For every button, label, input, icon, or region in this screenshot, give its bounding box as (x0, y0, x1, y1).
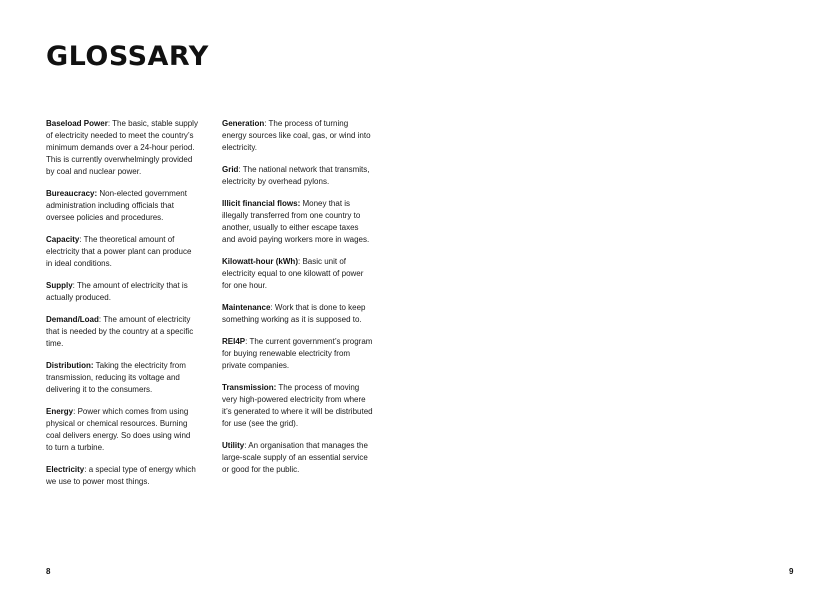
glossary-term: Generation (222, 119, 265, 128)
glossary-entry-bureaucracy (46, 188, 198, 224)
glossary-term: Electricity (46, 465, 85, 474)
glossary-separator: : (73, 407, 76, 416)
glossary-separator: : (264, 119, 267, 128)
glossary-term: Capacity (46, 235, 80, 244)
glossary-entry-utility (222, 440, 374, 476)
glossary-definition: Taking the electricity from transmission, reducing its voltage and delivering it to the consumers. (46, 361, 186, 394)
glossary-term: Supply (46, 281, 73, 290)
glossary-definition: The national network that transmits, electricity by overhead pylons. (222, 165, 370, 186)
glossary-separator: : (72, 281, 75, 290)
glossary-term: Grid (222, 165, 239, 174)
glossary-entry-transmission (222, 382, 374, 430)
glossary-entry-illicit-financial-flows (222, 198, 374, 246)
glossary-definition: Money that is illegally transferred from one country to another, usually to either escape taxes and avoid paying workers more in wages. (222, 199, 370, 244)
glossary-term: Maintenance (222, 303, 271, 312)
glossary-term: Demand/Load (46, 315, 99, 324)
glossary-definition: The process of turning energy sources like coal, gas, or wind into electricity. (222, 119, 371, 152)
glossary-entry-capacity (46, 234, 198, 270)
glossary-separator: : (84, 465, 87, 474)
glossary-entry-energy (46, 406, 198, 454)
glossary-definition: The theoretical amount of electricity that a power plant can produce in ideal conditions. (46, 235, 192, 268)
glossary-term: Illicit financial flows: (222, 199, 301, 208)
glossary-definition: Basic unit of electricity equal to one kilowatt of power for one hour. (222, 257, 364, 290)
glossary-definition: The amount of electricity that is needed by the country at a specific time. (46, 315, 194, 348)
glossary-separator: : (98, 315, 102, 324)
glossary-separator: : (297, 257, 301, 266)
glossary-term: REI4P (222, 337, 246, 346)
glossary-entry-supply (46, 280, 198, 304)
glossary-definition: The basic, stable supply of electricity needed to meet the country’s minimum demands over a 24-hour period. This is currently overwhelmingly provided by coal and nuclear power. (46, 119, 198, 176)
page-title: GLOSSARY (46, 41, 209, 72)
glossary-column-right (222, 118, 374, 486)
glossary-definition: Power which comes from using physical or chemical resources. Burning coal delivers energy. So does using wind to turn a turbine. (46, 407, 191, 452)
glossary-entry-baseload-power (46, 118, 198, 178)
glossary-term: Utility (222, 441, 245, 450)
glossary-term: Baseload Power (46, 119, 108, 128)
glossary-separator: : (107, 119, 111, 128)
page-number-right: 9 (789, 567, 794, 576)
glossary-separator: : (238, 165, 241, 174)
glossary-definition: a special type of energy which we use to power most things. (46, 465, 196, 486)
glossary-entry-maintenance (222, 302, 374, 326)
glossary-definition: An organisation that manages the large-scale supply of an essential service or good for the public. (222, 441, 368, 474)
glossary-entry-kilowatt-hour (222, 256, 374, 292)
glossary-separator: : (245, 337, 248, 346)
glossary-entry-demand-load (46, 314, 198, 350)
glossary-entry-distribution (46, 360, 198, 396)
glossary-column-left (46, 118, 198, 498)
glossary-definition: Non-elected government administration including officials that oversee policies and procedures. (46, 189, 187, 222)
glossary-entry-grid (222, 164, 374, 188)
glossary-definition: Work that is done to keep something working as it is supposed to. (222, 303, 366, 324)
glossary-term: Transmission: (222, 383, 277, 392)
glossary-term: Energy (46, 407, 74, 416)
glossary-term: Distribution: (46, 361, 94, 370)
glossary-entry-generation (222, 118, 374, 154)
glossary-separator: : (79, 235, 82, 244)
page-number-left: 8 (46, 567, 51, 576)
glossary-separator: : (244, 441, 247, 450)
glossary-entry-rei4p (222, 336, 374, 372)
glossary-definition: The process of moving very high-powered electricity from where it’s generated to where it will be distributed for use (see the grid). (222, 383, 373, 428)
glossary-entry-electricity (46, 464, 198, 488)
glossary-definition: The current government’s program for buying renewable electricity from private companies. (222, 337, 373, 370)
glossary-term: Bureaucracy: (46, 189, 98, 198)
glossary-definition: The amount of electricity that is actually produced. (46, 281, 188, 302)
glossary-separator: : (270, 303, 273, 312)
glossary-term: Kilowatt-hour (kWh) (222, 257, 298, 266)
